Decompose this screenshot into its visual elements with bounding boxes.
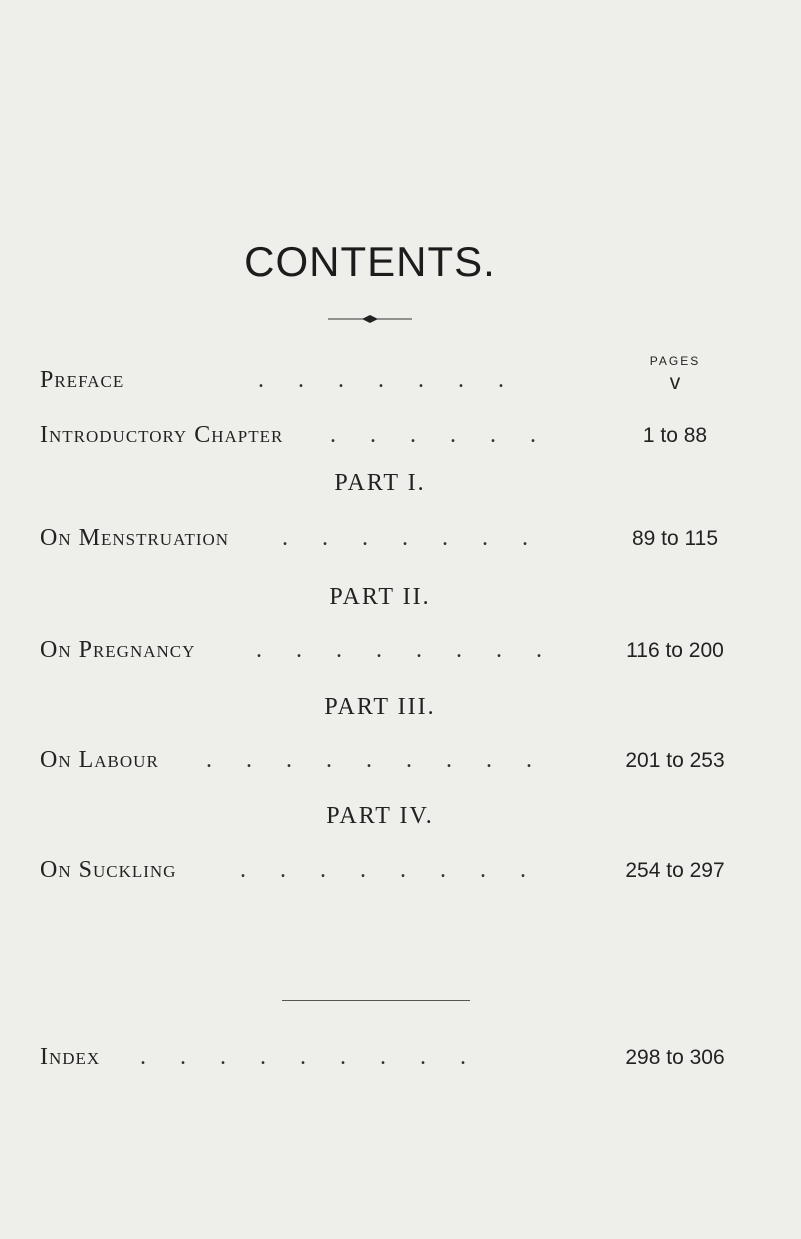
toc-entry-menstruation-leader: . . . . . . .: [282, 525, 542, 551]
decorative-ornament-icon: [328, 314, 412, 324]
toc-entry-menstruation-label: On Menstruation: [40, 525, 230, 551]
toc-entry-menstruation-pages: 89 to 115: [631, 527, 719, 550]
toc-entry-index-pages: 298 to 306: [625, 1046, 725, 1069]
toc-entry-suckling-pages: 254 to 297: [625, 859, 725, 882]
toc-entry-preface-pages: v: [669, 371, 681, 394]
part-3-heading: PART III.: [324, 694, 436, 720]
toc-entry-labour-leader: . . . . . . . . .: [206, 747, 546, 773]
toc-entry-pregnancy-leader: . . . . . . . .: [256, 637, 556, 663]
toc-entry-labour-pages: 201 to 253: [625, 749, 725, 772]
toc-entry-introductory-leader: . . . . . .: [330, 422, 550, 448]
part-1-heading: PART I.: [334, 470, 426, 496]
toc-entry-preface-leader: . . . . . . .: [258, 367, 518, 393]
part-4-heading: PART IV.: [326, 803, 434, 829]
toc-entry-index-label: Index: [40, 1044, 101, 1070]
section-divider: [282, 1000, 470, 1001]
toc-entry-pregnancy-label: On Pregnancy: [40, 637, 196, 663]
toc-entry-suckling-label: On Suckling: [40, 857, 177, 883]
part-2-heading: PART II.: [329, 584, 431, 610]
toc-entry-pregnancy-pages: 116 to 200: [626, 639, 724, 662]
toc-entry-introductory-pages: 1 to 88: [642, 424, 708, 447]
toc-entry-preface-label: Preface: [40, 367, 125, 393]
toc-entry-index-leader: . . . . . . . . .: [140, 1044, 480, 1070]
page-title: CONTENTS.: [244, 238, 496, 285]
toc-entry-suckling-leader: . . . . . . . .: [240, 857, 540, 883]
toc-entry-labour-label: On Labour: [40, 747, 159, 773]
toc-entry-introductory-label: Introductory Chapter: [40, 422, 284, 448]
pages-column-heading: PAGES: [649, 354, 701, 368]
